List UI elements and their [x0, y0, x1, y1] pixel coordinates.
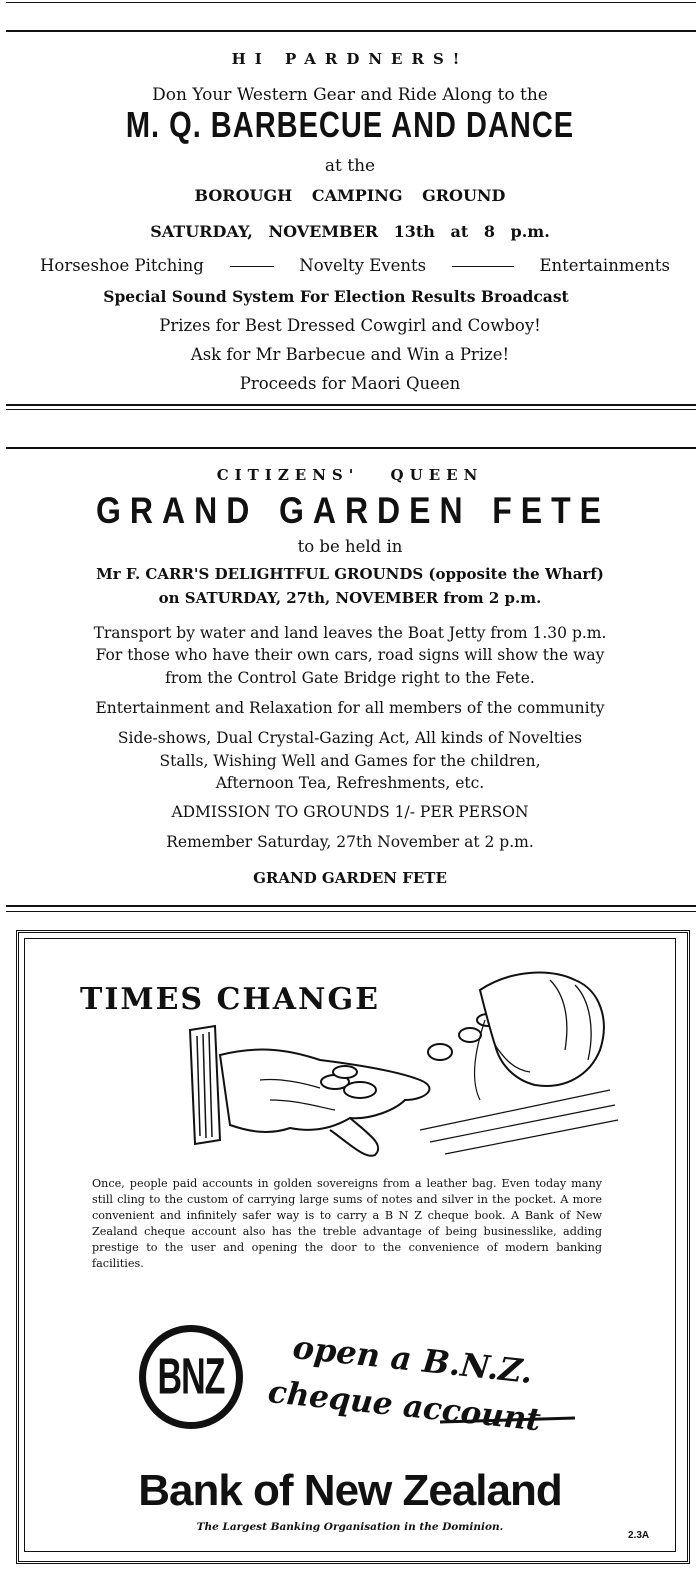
hands-coins-illustration [170, 960, 620, 1170]
ad2-sideshows-2: Stalls, Wishing Well and Games for the children, [159, 752, 541, 770]
ad1-title: M. Q. BARBECUE AND DANCE [125, 105, 575, 146]
bnz-logo-text: BNZ [157, 1347, 225, 1405]
ad3-code: 2.3A [628, 1530, 650, 1541]
ad2-remember: Remember Saturday, 27th November at 2 p.m. [166, 833, 534, 851]
ad1-intro: Don Your Western Gear and Ride Along to the [152, 85, 548, 105]
ad2-location-1: Mr F. CARR'S DELIGHTFUL GROUNDS (opposite the Wharf) [96, 565, 604, 583]
slogan-underline [440, 1410, 580, 1430]
ad1-proceeds: Proceeds for Maori Queen [239, 374, 461, 393]
ad1-bottom-rule [6, 404, 696, 406]
ad2-title-word: FETE [492, 489, 610, 532]
ad1-event-entertainments: Entertainments [539, 256, 670, 275]
dash-separator [230, 266, 274, 267]
ad2-transport-1: Transport by water and land leaves the Boat Jetty from 1.30 p.m. [93, 624, 607, 642]
ad3-headline: TIMES CHANGE [80, 982, 380, 1017]
ad3-slogan-1: open a B.N.Z. [291, 1328, 535, 1391]
ad2-bottom-rule [6, 905, 696, 907]
ad1-at-the: at the [324, 156, 376, 176]
ad1-date: SATURDAY, NOVEMBER 13th at 8 p.m. [150, 222, 550, 241]
ad1-sound: Special Sound System For Election Results Broadcast [103, 287, 569, 306]
ad2-transport-2: For those who have their own cars, road signs will show the way [95, 646, 605, 664]
bnz-logo [139, 1325, 243, 1429]
ad2-location-2: on SATURDAY, 27th, NOVEMBER from 2 p.m. [158, 589, 542, 607]
ad1-prizes: Prizes for Best Dressed Cowgirl and Cowboy! [159, 316, 541, 335]
ad1-top-rule [6, 30, 696, 32]
ad2-top-rule [6, 447, 696, 449]
ad1-bottom-thin-rule [6, 409, 696, 410]
ad2-title [96, 489, 610, 532]
ad2-kicker: CITIZENS' QUEEN [216, 466, 484, 484]
ad3-bank-name: Bank of New Zealand [138, 1466, 562, 1515]
ad2-entertainment: Entertainment and Relaxation for all members of the community [95, 699, 605, 717]
ad1-event-horseshoe: Horseshoe Pitching [40, 256, 204, 275]
dash-separator [452, 266, 514, 267]
ad2-bottom-thin-rule [6, 911, 696, 912]
ad2-title-word: GRAND [96, 489, 259, 532]
ad1-event-novelty: Novelty Events [299, 256, 427, 275]
ad1-venue: BOROUGH CAMPING GROUND [194, 186, 506, 205]
ad2-held-in: to be held in [297, 537, 403, 556]
top-rule [6, 2, 696, 3]
ad3-body: Once, people paid accounts in golden sovereigns from a leather bag. Even today many still cling to the custom of carrying large sums of notes and silver in the pocket. A more convenient and infinitely safer way is to carry a B N Z cheque book. A Bank of New Zealand cheque account also has the treble advantage of being businesslike, adding prestige to the user and opening the door to the convenience of modern banking facilities. [92, 1177, 602, 1270]
ad1-ask: Ask for Mr Barbecue and Win a Prize! [190, 345, 510, 364]
ad1-greeting: HI PARDNERS! [231, 50, 469, 68]
ad3-tagline: The Largest Banking Organisation in the Dominion. [196, 1521, 504, 1533]
ad2-sideshows-1: Side-shows, Dual Crystal-Gazing Act, All kinds of Novelties [117, 729, 583, 747]
ad2-transport-3: from the Control Gate Bridge right to the Fete. [165, 669, 535, 687]
ad3-slogan-2: cheque account [266, 1374, 543, 1439]
ad2-admission: ADMISSION TO GROUNDS 1/- PER PERSON [171, 803, 529, 821]
ad1-events-row [40, 258, 670, 275]
ad2-sideshows-3: Afternoon Tea, Refreshments, etc. [215, 774, 485, 792]
ad2-title-word: GARDEN [278, 489, 472, 532]
ad2-closing: GRAND GARDEN FETE [253, 869, 447, 887]
